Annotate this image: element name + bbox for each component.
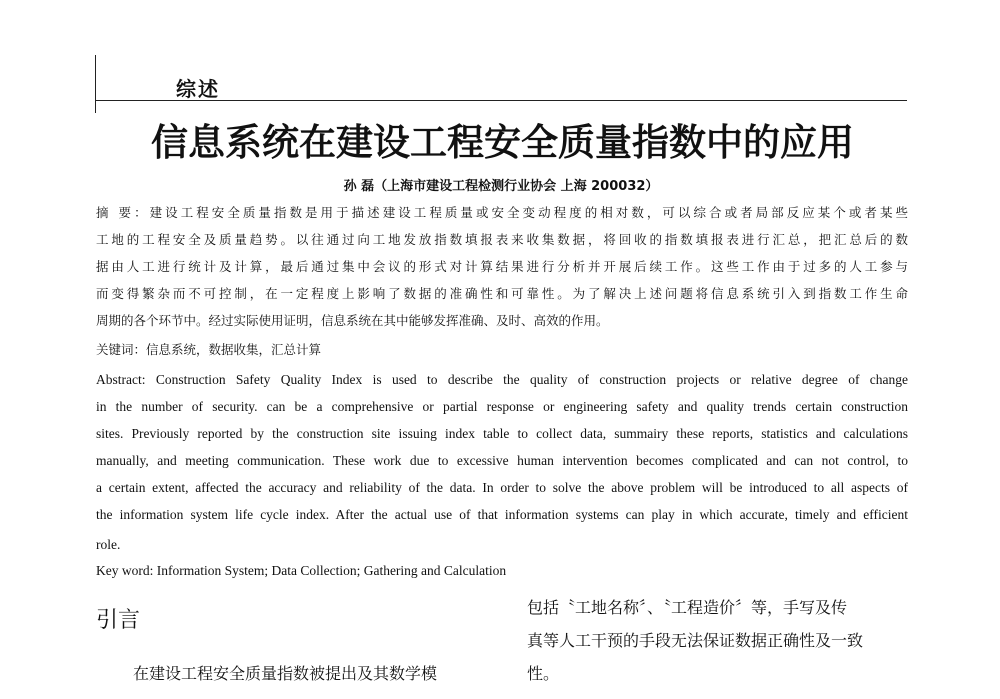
abstract-en-line: Abstract: Construction Safety Quality Index is used to describe the quality of construction projects or relative degree of change [96,372,908,387]
section-tag: 综述 [176,77,220,101]
abstract-en-line: in the number of security. can be a comprehensive or partial response or engineering safety and quality trends certain construction [96,399,908,414]
left-column-line: 在建设工程安全质量指数被提出及其数学模 [133,664,438,683]
right-column-line: 包括〝工地名称〞、〝工程造价〞等，手写及传 [527,598,848,617]
abstract-cn-line: 周期的各个环节中。经过实际使用证明，信息系统在其中能够发挥准确、及时、高效的作用。 [96,313,609,328]
right-column-line: 真等人工干预的手段无法保证数据正确性及一致 [527,631,864,650]
abstract-en-line: the information system life cycle index. After the actual use of that information systems can play in which accurate, timely and efficient [96,507,908,522]
keywords-en: Key word: Information System; Data Collection; Gathering and Calculation [96,563,507,578]
abstract-en-line: a certain extent, affected the accuracy and reliability of the data. In order to solve the above problem will be introduced to all aspects of [96,480,908,495]
author-affiliation: 孙 磊（上海市建设工程检测行业协会 上海 200032） [343,179,659,194]
abstract-cn-line: 摘 要：建设工程安全质量指数是用于描述建设工程质量或安全变动程度的相对数，可以综合或者局部反应某个或者某些 [96,205,908,220]
abstract-cn-line: 而变得繁杂而不可控制，在一定程度上影响了数据的准确性和可靠性。为了解决上述问题将信息系统引入到指数工作生命 [96,286,908,301]
abstract-en-line: manually, and meeting communication. These work due to excessive human intervention becomes complicated and can not control, to [96,453,908,468]
abstract-en-line: role. [96,537,121,552]
keywords-cn: 关键词：信息系统，数据收集，汇总计算 [96,342,322,357]
margin-rule-vertical [95,55,96,113]
paper-title: 信息系统在建设工程安全质量指数中的应用 [151,121,854,164]
abstract-cn-line: 据由人工进行统计及计算，最后通过集中会议的形式对计算结果进行分析并开展后续工作。这些工作由于过多的人工参与 [96,259,908,274]
intro-heading: 引言 [96,608,141,633]
abstract-en-line: sites. Previously reported by the construction site issuing index table to collect data, summairy these reports, statistics and calculations [96,426,908,441]
right-column-line: 性。 [527,664,560,683]
abstract-cn-line: 工地的工程安全及质量趋势。以往通过向工地发放指数填报表来收集数据，将回收的指数填报表进行汇总，把汇总后的数 [96,232,908,247]
